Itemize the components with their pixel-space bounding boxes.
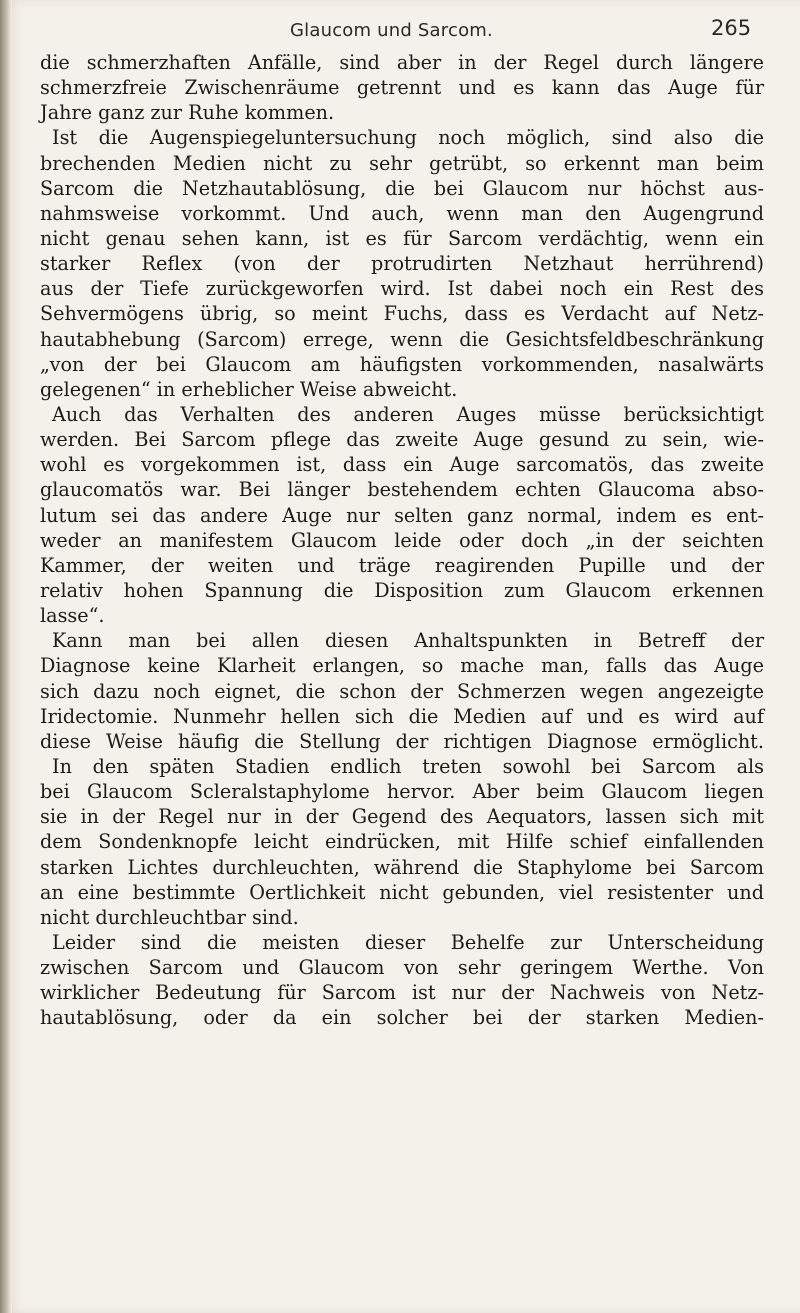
text-line: starker Reflex (von der protrudirten Netzhaut herrührend) (40, 252, 764, 276)
text-line: Sehvermögens übrig, so meint Fuchs, dass es Verdacht auf Netz- (40, 302, 764, 326)
text-line: hautabhebung (Sarcom) errege, wenn die Gesichtsfeldbeschränkung (40, 327, 764, 351)
text-line: aus der Tiefe zurückgeworfen wird. Ist dabei noch ein Rest des (40, 277, 764, 301)
text-line: sie in der Regel nur in der Gegend des Aequators, lassen sich mit (40, 805, 764, 829)
text-line: schmerzfreie Zwischenräume getrennt und es kann das Auge für (40, 76, 764, 100)
page-number: 265 (711, 16, 752, 40)
text-line: Ist die Augenspiegeluntersuchung noch möglich, sind also die (52, 126, 764, 150)
text-line: In den späten Stadien endlich treten sowohl bei Sarcom als (52, 754, 764, 778)
text-line: Sarcom die Netzhautablösung, die bei Glaucom nur höchst aus- (40, 176, 764, 200)
text-line: zwischen Sarcom und Glaucom von sehr geringem Werthe. Von (40, 956, 764, 980)
text-line: Diagnose keine Klarheit erlangen, so mache man, falls das Auge (40, 654, 764, 678)
text-line: wohl es vorgekommen ist, dass ein Auge sarcomatös, das zweite (40, 453, 764, 477)
text-line: dem Sondenknopfe leicht eindrücken, mit Hilfe schief einfallenden (40, 830, 764, 854)
text-line: starken Lichtes durchleuchten, während die Staphylome bei Sarcom (40, 855, 764, 879)
text-line: brechenden Medien nicht zu sehr getrübt, so erkennt man beim (40, 151, 764, 175)
text-line: glaucomatös war. Bei länger bestehendem echten Glaucoma abso- (40, 478, 764, 502)
text-line: nahmsweise vorkommt. Und auch, wenn man den Augengrund (40, 201, 764, 225)
running-title: Glaucom und Sarcom. (290, 20, 493, 41)
text-line: bei Glaucom Scleralstaphylome hervor. Aber beim Glaucom liegen (40, 780, 764, 804)
text-line: Iridectomie. Nunmehr hellen sich die Medien auf und es wird auf (40, 704, 764, 728)
text-line: nicht durchleuchtbar sind. (40, 905, 299, 929)
text-line: Auch das Verhalten des anderen Auges müsse berücksichtigt (52, 402, 764, 426)
text-line: gelegenen“ in erheblicher Weise abweicht. (40, 377, 458, 401)
text-line: die schmerzhaften Anfälle, sind aber in der Regel durch längere (40, 51, 764, 74)
text-line: werden. Bei Sarcom pflege das zweite Auge gesund zu sein, wie- (40, 428, 764, 452)
text-line: Leider sind die meisten dieser Behelfe zur Unterscheidung (52, 930, 764, 954)
text-line: „von der bei Glaucom am häufigsten vorkommenden, nasalwärts (40, 352, 764, 376)
text-line: nicht genau sehen kann, ist es für Sarcom verdächtig, wenn ein (40, 226, 764, 250)
text-line: relativ hohen Spannung die Disposition zum Glaucom erkennen (40, 578, 764, 602)
text-line: sich dazu noch eignet, die schon der Schmerzen wegen angezeigte (40, 679, 764, 703)
text-line: Kann man bei allen diesen Anhaltspunkten in Betreff der (52, 629, 764, 653)
page-header (0, 10, 800, 50)
body-text (40, 50, 764, 1030)
text-line: Jahre ganz zur Ruhe kommen. (40, 101, 335, 125)
text-line: Kammer, der weiten und träge reagirenden Pupille und der (40, 553, 764, 577)
text-line: wirklicher Bedeutung für Sarcom ist nur der Nachweis von Netz- (40, 981, 764, 1005)
text-line: an eine bestimmte Oertlichkeit nicht gebunden, viel resistenter und (40, 880, 764, 904)
text-line: weder an manifestem Glaucom leide oder doch „in der seichten (40, 528, 764, 552)
page-spine-shadow (0, 0, 12, 1313)
text-line: lutum sei das andere Auge nur selten ganz normal, indem es ent- (40, 503, 764, 527)
text-line: hautablösung, oder da ein solcher bei der starken Medien- (40, 1006, 764, 1030)
text-line: diese Weise häufig die Stellung der richtigen Diagnose ermöglicht. (40, 729, 764, 753)
text-line: lasse“. (40, 604, 105, 628)
